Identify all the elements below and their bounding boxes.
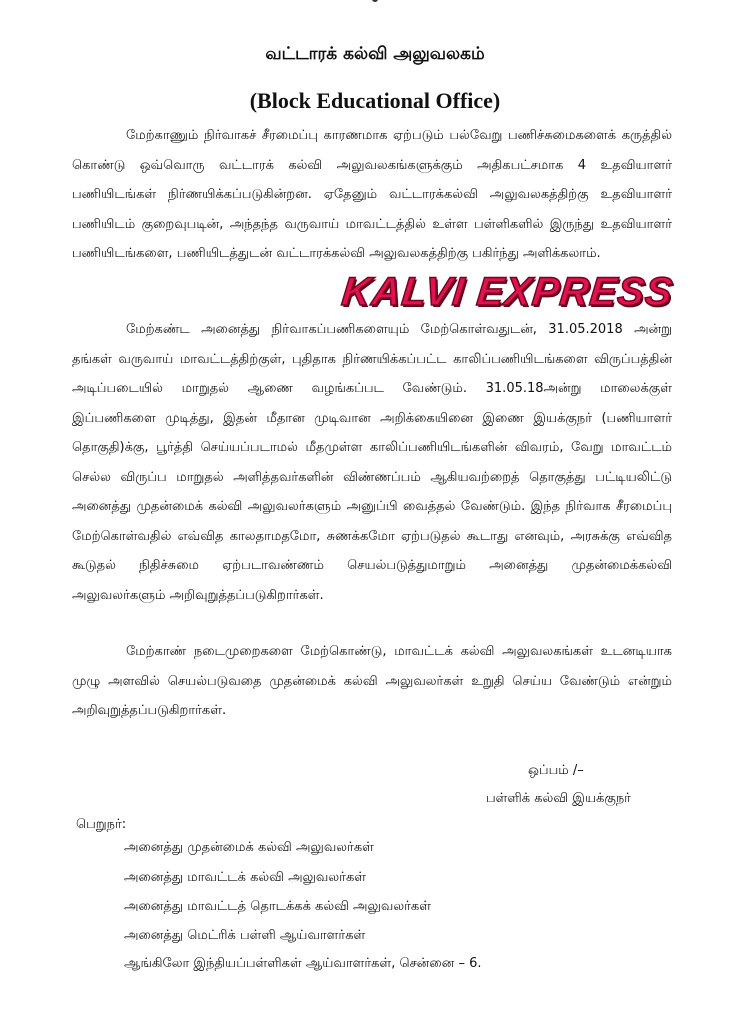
recipient-item: ஆங்கிலோ இந்தியப்பள்ளிகள் ஆய்வாளர்கள், சென்னை – 6. <box>124 956 482 971</box>
office-title: வட்டாரக் கல்வி அலுவலகம் <box>265 44 485 64</box>
recipient-item: அனைத்து முதன்மைக் கல்வி அலுவலர்கள் <box>124 840 374 855</box>
recipient-item: அனைத்து மாவட்டத் தொடக்கக் கல்வி அலுவலர்கள் <box>124 899 431 914</box>
signatory-designation: பள்ளிக் கல்வி இயக்குநர் <box>486 791 631 806</box>
paragraph-3: மேற்காண் நடைமுறைகளை மேற்கொண்டு, மாவட்டக் கல்வி அலுவலகங்கள் உடனடியாக முழு அளவில் செயல்படுவதை முதன்மைக் கல்வி அலுவலர்கள் உறுதி செய்ய வேண்டும் என்றும் அறிவுறுத்தப்படுகிறார்கள். <box>72 644 672 718</box>
page-top-mark <box>372 0 378 2</box>
recipients-label: பெறுநர்: <box>76 817 127 832</box>
office-subtitle: (Block Educational Office) <box>249 88 501 113</box>
watermark-logo: KALVI EXPRESS <box>339 270 676 314</box>
signature-mark: ஒப்பம் /– <box>528 763 584 778</box>
paragraph-2: மேற்கண்ட அனைத்து நிர்வாகப்பணிகளையும் மேற்கொள்வதுடன், 31.05.2018 அன்று தங்கள் வருவாய் மாவட்டத்திற்குள், புதிதாக நிர்ணயிக்கப்பட்ட காலிப்பணியிடங்களை விருப்பத்தின் அடிப்படையில் மாறுதல் ஆணை வழங்கப்பட வேண்டும். 31.05.18அன்று மாலைக்குள் இப்பணிகளை முடித்து, இதன் மீதான முடிவான அறிக்கையினை இணை இயக்குநர் (பணியாளர் தொகுதி)க்கு, பூர்த்தி செய்யப்படாமல் மீதமுள்ள காலிப்பணியிடங்களின் விவரம், வேறு மாவட்டம் செல்ல விருப்ப மாறுதல் அளித்தவர்களின் விண்ணப்பம் ஆகியவற்றைத் தொகுத்து பட்டியலிட்டு அனைத்து முதன்மைக் கல்வி அலுவலர்களும் அனுப்பி வைத்தல் வேண்டும். இந்த நிர்வாக சீரமைப்பு மேற்கொள்வதில் எவ்வித காலதாமதமோ, சுணக்கமோ ஏற்படுதல் கூடாது எனவும், அரசுக்கு எவ்வித கூடுதல் நிதிச்சுமை ஏற்படாவண்ணம் செயல்படுத்துமாறும் அனைத்து முதன்மைக்கல்வி அலுவலர்களும் அறிவுறுத்தப்படுகிறார்கள். <box>72 322 672 603</box>
recipient-item: அனைத்து மெட்ரிக் பள்ளி ஆய்வாளர்கள் <box>124 928 366 943</box>
recipient-item: அனைத்து மாவட்டக் கல்வி அலுவலர்கள் <box>124 870 367 885</box>
paragraph-1: மேற்காணும் நிர்வாகச் சீரமைப்பு காரணமாக ஏற்படும் பல்வேறு பணிச்சுமைகளைக் கருத்தில் கொண்டு ஒவ்வொரு வட்டாரக் கல்வி அலுவலகங்களுக்கும் அதிகபட்சமாக 4 உதவியாளர் பணியிடங்கள் நிர்ணயிக்கப்படுகின்றன. ஏதேனும் வட்டாரக்கல்வி அலுவலகத்திற்கு உதவியாளர் பணியிடம் குறைவுபடின், அந்தந்த வருவாய் மாவட்டத்தில் உள்ள பள்ளிகளில் இருந்து உதவியாளர் பணியிடங்களை, பணியிடத்துடன் வட்டாரக்கல்வி அலுவலகத்திற்கு பகிர்ந்து அளிக்கலாம். <box>72 128 672 261</box>
